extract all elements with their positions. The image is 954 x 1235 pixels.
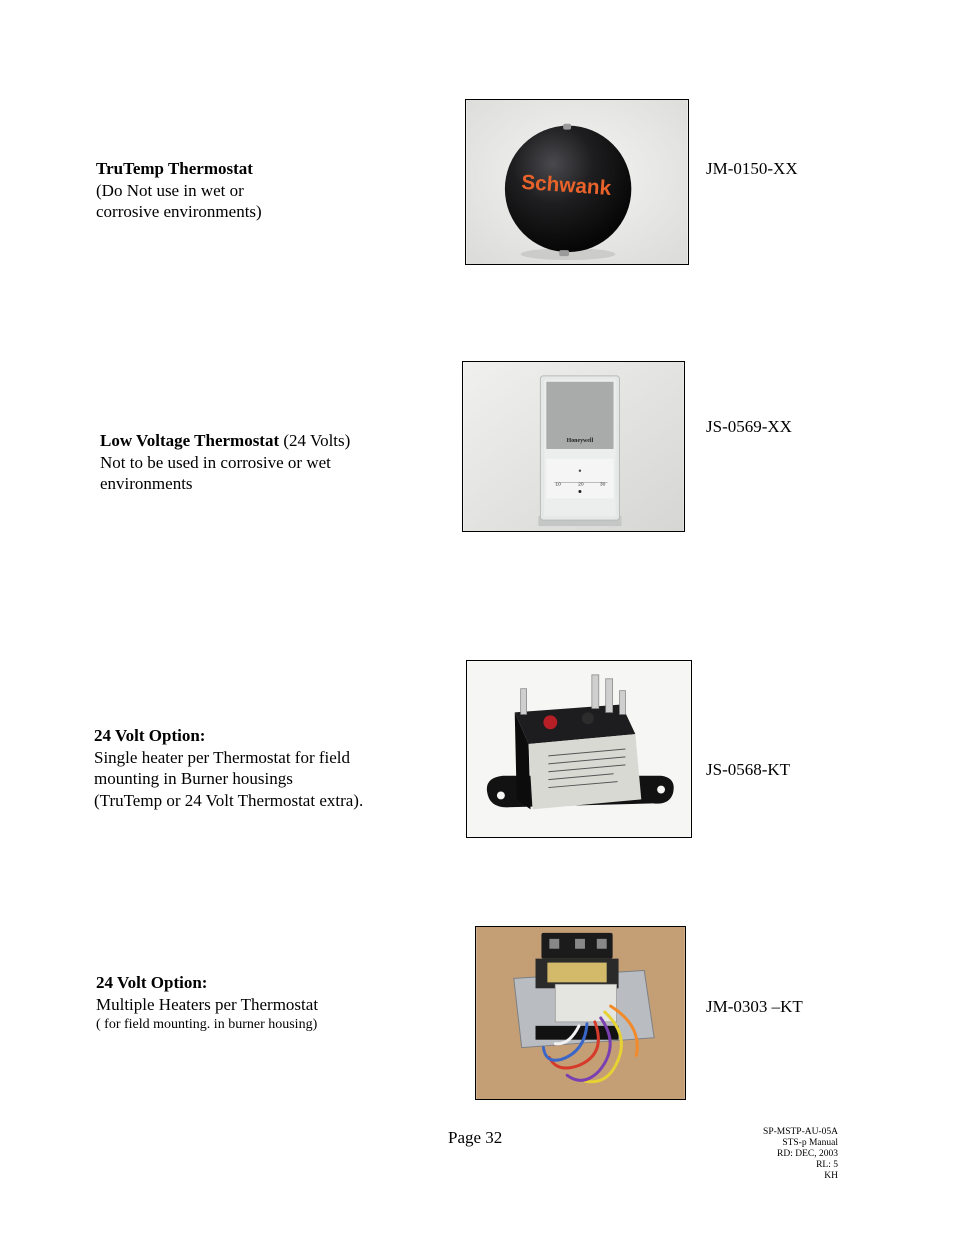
product-3-description <box>94 725 434 811</box>
product-1-line-1: (Do Not use in wet or <box>96 180 244 200</box>
doc-author: KH <box>824 1171 838 1181</box>
product-1-photo <box>465 99 689 265</box>
scale-label-10: 10 <box>555 482 561 488</box>
schwank-logo-text: Schwank <box>520 170 612 200</box>
product-3-photo <box>466 660 692 838</box>
product-4-title: 24 Volt Option: <box>96 973 208 992</box>
page-number: Page 32 <box>448 1128 503 1147</box>
product-4-code: JM-0303 –KT <box>706 997 803 1016</box>
product-4-photo <box>475 926 686 1100</box>
doc-id: SP-MSTP-AU-05A <box>763 1127 838 1137</box>
doc-revision: RL: 5 <box>816 1160 838 1170</box>
product-3-line-2: mounting in Burner housings <box>94 769 293 788</box>
product-3-line-3: (TruTemp or 24 Volt Thermostat extra). <box>94 790 364 810</box>
product-3-title: 24 Volt Option: <box>94 726 206 745</box>
doc-date: RD: DEC, 2003 <box>777 1149 838 1159</box>
product-2-title-suffix: (24 Volts) <box>279 431 351 450</box>
document-info <box>700 1127 838 1182</box>
product-1-line-2: corrosive environments) <box>96 202 262 221</box>
honeywell-wall-thermostat-icon <box>463 362 684 531</box>
scale-label-20: 20 <box>578 482 584 488</box>
product-4-description <box>96 972 436 1035</box>
product-2-description <box>100 430 430 495</box>
product-2-code: JS-0569-XX <box>706 417 792 436</box>
product-1-code: JM-0150-XX <box>706 159 798 178</box>
product-2-photo <box>462 361 685 532</box>
product-2-line-2: environments <box>100 474 193 493</box>
relay-icon <box>467 661 691 837</box>
schwank-sphere-thermostat-icon <box>466 100 688 264</box>
product-4-line-1: Multiple Heaters per Thermostat <box>96 994 319 1014</box>
product-4-small-line: ( for field mounting. in burner housing) <box>96 1017 318 1032</box>
product-1-title: TruTemp Thermostat <box>96 159 253 178</box>
scale-label-30: 30 <box>599 482 606 488</box>
product-3-line-1: Single heater per Thermostat for field <box>94 747 351 767</box>
product-2-title: Low Voltage Thermostat <box>100 431 280 450</box>
relay-transformer-assembly-icon <box>476 927 685 1099</box>
product-1-description <box>96 158 396 223</box>
product-3-code: JS-0568-KT <box>706 760 791 779</box>
product-2-line-1: Not to be used in corrosive or wet <box>100 452 331 472</box>
honeywell-logo-text: Honeywell <box>566 438 594 445</box>
doc-manual: STS-p Manual <box>782 1138 838 1148</box>
